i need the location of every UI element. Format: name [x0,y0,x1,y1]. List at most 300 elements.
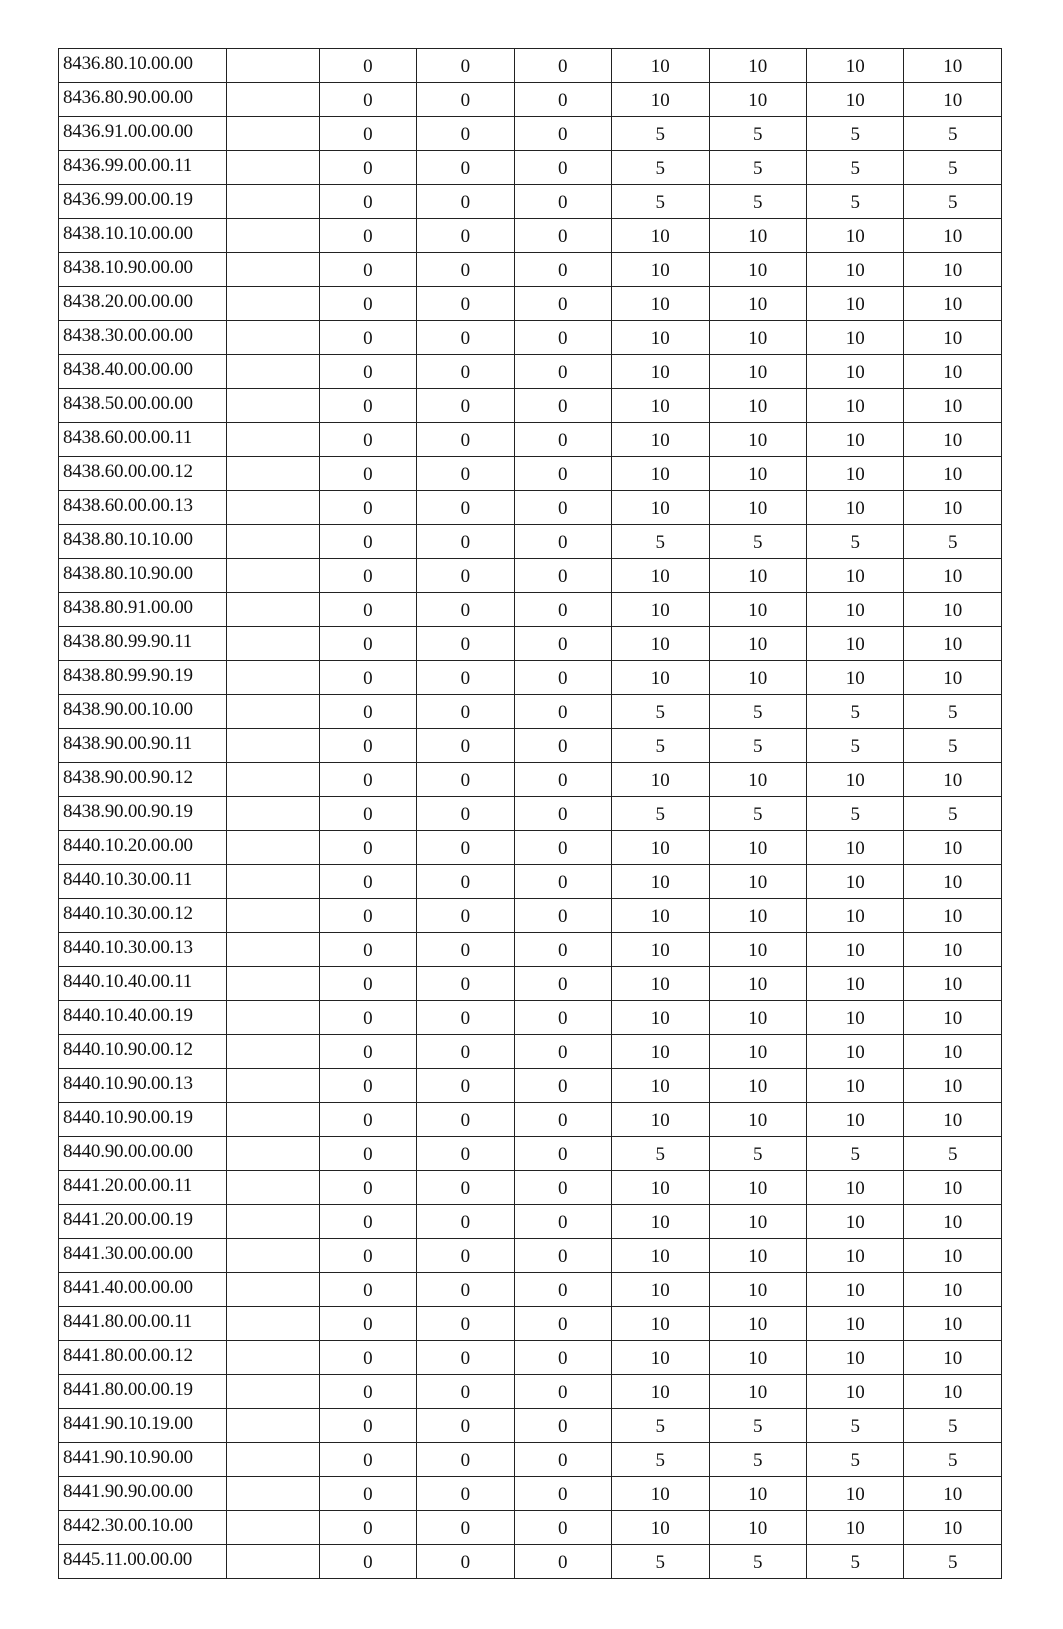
table-row [59,1205,1002,1239]
rate-cell: 10 [612,1069,709,1103]
rate-cell: 0 [514,1545,611,1579]
rate-cell: 0 [514,185,611,219]
rate-cell: 5 [612,1137,709,1171]
table-row [59,423,1002,457]
rate-cell: 10 [612,661,709,695]
tariff-code-cell: 8441.80.00.00.11 [59,1307,227,1341]
rate-cell: 0 [417,355,514,389]
rate-cell: 5 [806,1545,903,1579]
table-row [59,1307,1002,1341]
rate-cell: 0 [514,219,611,253]
empty-description-cell [227,1205,319,1239]
table-row [59,1477,1002,1511]
rate-cell: 0 [319,865,416,899]
rate-cell: 0 [514,423,611,457]
rate-cell: 10 [709,355,806,389]
rate-cell: 10 [612,1035,709,1069]
rate-cell: 10 [709,559,806,593]
rate-cell: 5 [709,729,806,763]
rate-cell: 10 [806,763,903,797]
rate-cell: 0 [417,1137,514,1171]
rate-cell: 0 [319,763,416,797]
rate-cell: 0 [319,1035,416,1069]
rate-cell: 5 [904,1443,1002,1477]
empty-description-cell [227,457,319,491]
rate-cell: 0 [514,1239,611,1273]
rate-cell: 10 [904,219,1002,253]
rate-cell: 10 [904,1375,1002,1409]
rate-cell: 0 [319,1001,416,1035]
empty-description-cell [227,1307,319,1341]
tariff-code-cell: 8441.90.10.19.00 [59,1409,227,1443]
rate-cell: 0 [319,593,416,627]
rate-cell: 0 [417,49,514,83]
tariff-code-cell: 8441.20.00.00.19 [59,1205,227,1239]
rate-cell: 0 [514,1137,611,1171]
table-row [59,219,1002,253]
rate-cell: 10 [612,1273,709,1307]
rate-cell: 5 [612,185,709,219]
rate-cell: 0 [417,559,514,593]
rate-cell: 10 [806,1341,903,1375]
rate-cell: 10 [709,1239,806,1273]
rate-cell: 0 [514,1001,611,1035]
rate-cell: 0 [319,1205,416,1239]
rate-cell: 0 [319,627,416,661]
rate-cell: 10 [806,1477,903,1511]
rate-cell: 0 [417,525,514,559]
rate-cell: 5 [709,1443,806,1477]
empty-description-cell [227,1035,319,1069]
empty-description-cell [227,661,319,695]
rate-cell: 10 [709,457,806,491]
rate-cell: 10 [806,1239,903,1273]
empty-description-cell [227,219,319,253]
empty-description-cell [227,423,319,457]
rate-cell: 10 [904,423,1002,457]
empty-description-cell [227,253,319,287]
tariff-code-cell: 8445.11.00.00.00 [59,1545,227,1579]
rate-cell: 0 [417,151,514,185]
tariff-code-cell: 8440.10.90.00.19 [59,1103,227,1137]
rate-cell: 5 [709,797,806,831]
empty-description-cell [227,967,319,1001]
rate-cell: 10 [806,831,903,865]
table-row [59,661,1002,695]
rate-cell: 5 [904,695,1002,729]
table-row [59,1273,1002,1307]
tariff-code-cell: 8436.99.00.00.19 [59,185,227,219]
rate-cell: 10 [904,1477,1002,1511]
rate-cell: 10 [709,1001,806,1035]
tariff-code-cell: 8440.10.30.00.11 [59,865,227,899]
rate-cell: 0 [319,661,416,695]
table-body [59,49,1002,1579]
rate-cell: 5 [709,525,806,559]
rate-cell: 0 [417,83,514,117]
rate-cell: 0 [417,627,514,661]
rate-cell: 10 [709,1069,806,1103]
rate-cell: 0 [319,1239,416,1273]
rate-cell: 5 [806,797,903,831]
table-row [59,355,1002,389]
rate-cell: 10 [709,423,806,457]
rate-cell: 5 [806,729,903,763]
empty-description-cell [227,185,319,219]
rate-cell: 10 [806,933,903,967]
tariff-code-cell: 8441.90.10.90.00 [59,1443,227,1477]
empty-description-cell [227,933,319,967]
rate-cell: 0 [319,219,416,253]
rate-cell: 10 [612,865,709,899]
empty-description-cell [227,831,319,865]
rate-cell: 0 [514,797,611,831]
rate-cell: 5 [806,1137,903,1171]
tariff-code-cell: 8438.80.99.90.11 [59,627,227,661]
rate-cell: 5 [904,729,1002,763]
rate-cell: 0 [417,1443,514,1477]
rate-cell: 0 [514,559,611,593]
tariff-code-cell: 8438.80.99.90.19 [59,661,227,695]
rate-cell: 0 [514,865,611,899]
rate-cell: 10 [904,491,1002,525]
tariff-code-cell: 8436.99.00.00.11 [59,151,227,185]
rate-cell: 10 [806,1511,903,1545]
empty-description-cell [227,83,319,117]
rate-cell: 10 [709,321,806,355]
rate-cell: 10 [709,389,806,423]
rate-cell: 10 [806,491,903,525]
rate-cell: 0 [417,491,514,525]
empty-description-cell [227,627,319,661]
rate-cell: 10 [806,627,903,661]
rate-cell: 5 [806,151,903,185]
rate-cell: 10 [806,559,903,593]
rate-cell: 0 [417,899,514,933]
rate-cell: 10 [709,1171,806,1205]
empty-description-cell [227,1545,319,1579]
tariff-code-cell: 8441.20.00.00.11 [59,1171,227,1205]
rate-cell: 10 [904,1001,1002,1035]
rate-cell: 0 [319,457,416,491]
document-page [58,48,1002,1579]
rate-cell: 10 [612,49,709,83]
tariff-code-cell: 8441.90.90.00.00 [59,1477,227,1511]
rate-cell: 5 [806,695,903,729]
table-row [59,1443,1002,1477]
empty-description-cell [227,355,319,389]
rate-cell: 10 [806,1375,903,1409]
table-row [59,491,1002,525]
tariff-code-cell: 8441.30.00.00.00 [59,1239,227,1273]
table-row [59,185,1002,219]
empty-description-cell [227,797,319,831]
table-row [59,695,1002,729]
rate-cell: 0 [514,831,611,865]
rate-cell: 10 [709,593,806,627]
rate-cell: 0 [319,185,416,219]
rate-cell: 0 [319,1307,416,1341]
table-row [59,117,1002,151]
rate-cell: 10 [612,423,709,457]
rate-cell: 0 [417,831,514,865]
tariff-code-cell: 8440.10.90.00.12 [59,1035,227,1069]
empty-description-cell [227,1103,319,1137]
rate-cell: 10 [904,865,1002,899]
rate-cell: 10 [612,457,709,491]
rate-cell: 10 [709,763,806,797]
rate-cell: 0 [514,1477,611,1511]
rate-cell: 0 [319,253,416,287]
rate-cell: 0 [417,1477,514,1511]
rate-cell: 10 [904,559,1002,593]
rate-cell: 5 [709,1545,806,1579]
empty-description-cell [227,1137,319,1171]
rate-cell: 10 [904,287,1002,321]
table-row [59,287,1002,321]
rate-cell: 0 [417,253,514,287]
rate-cell: 5 [806,117,903,151]
table-row [59,1239,1002,1273]
empty-description-cell [227,525,319,559]
rate-cell: 0 [319,933,416,967]
table-row [59,865,1002,899]
tariff-code-cell: 8438.90.00.90.12 [59,763,227,797]
table-row [59,1001,1002,1035]
table-row [59,1035,1002,1069]
rate-cell: 0 [417,763,514,797]
rate-cell: 0 [417,1001,514,1035]
rate-cell: 0 [514,695,611,729]
empty-description-cell [227,1409,319,1443]
rate-cell: 0 [417,797,514,831]
table-row [59,1103,1002,1137]
rate-cell: 5 [904,1409,1002,1443]
table-row [59,389,1002,423]
rate-cell: 0 [319,1069,416,1103]
rate-cell: 0 [319,1477,416,1511]
rate-cell: 0 [514,763,611,797]
tariff-code-cell: 8438.50.00.00.00 [59,389,227,423]
rate-cell: 10 [709,83,806,117]
rate-cell: 10 [904,389,1002,423]
rate-cell: 10 [806,1171,903,1205]
rate-cell: 10 [806,1273,903,1307]
rate-cell: 0 [514,253,611,287]
rate-cell: 5 [709,695,806,729]
rate-cell: 10 [709,661,806,695]
rate-cell: 5 [612,1545,709,1579]
rate-cell: 5 [709,1409,806,1443]
rate-cell: 5 [904,1137,1002,1171]
rate-cell: 10 [904,253,1002,287]
rate-cell: 5 [709,151,806,185]
tariff-code-cell: 8438.80.10.90.00 [59,559,227,593]
rate-cell: 5 [612,1409,709,1443]
rate-cell: 0 [319,355,416,389]
rate-cell: 0 [514,1103,611,1137]
rate-cell: 0 [417,1171,514,1205]
empty-description-cell [227,1477,319,1511]
tariff-code-cell: 8438.60.00.00.11 [59,423,227,457]
rate-cell: 10 [612,763,709,797]
rate-cell: 10 [806,49,903,83]
table-row [59,1171,1002,1205]
rate-cell: 0 [514,389,611,423]
empty-description-cell [227,491,319,525]
rate-cell: 0 [417,1273,514,1307]
table-row [59,1341,1002,1375]
rate-cell: 0 [319,899,416,933]
table-row [59,797,1002,831]
rate-cell: 10 [806,899,903,933]
table-row [59,1375,1002,1409]
rate-cell: 0 [417,661,514,695]
rate-cell: 0 [417,1511,514,1545]
rate-cell: 10 [612,1239,709,1273]
rate-cell: 0 [417,865,514,899]
rate-cell: 0 [319,1443,416,1477]
rate-cell: 0 [514,457,611,491]
empty-description-cell [227,865,319,899]
rate-cell: 0 [514,661,611,695]
rate-cell: 0 [417,1205,514,1239]
empty-description-cell [227,593,319,627]
rate-cell: 10 [904,1239,1002,1273]
rate-cell: 10 [709,491,806,525]
rate-cell: 10 [806,219,903,253]
rate-cell: 10 [612,627,709,661]
rate-cell: 5 [904,797,1002,831]
tariff-code-cell: 8440.10.90.00.13 [59,1069,227,1103]
rate-cell: 0 [417,1375,514,1409]
tariff-code-cell: 8442.30.00.10.00 [59,1511,227,1545]
rate-cell: 0 [417,1103,514,1137]
rate-cell: 0 [319,321,416,355]
rate-cell: 0 [319,1273,416,1307]
rate-cell: 10 [904,1035,1002,1069]
tariff-code-cell: 8440.90.00.00.00 [59,1137,227,1171]
rate-cell: 10 [612,1477,709,1511]
rate-cell: 0 [417,1035,514,1069]
table-row [59,49,1002,83]
rate-cell: 10 [904,1273,1002,1307]
rate-cell: 10 [806,389,903,423]
rate-cell: 0 [514,729,611,763]
rate-cell: 0 [514,593,611,627]
rate-cell: 10 [612,1341,709,1375]
rate-cell: 5 [806,1409,903,1443]
rate-cell: 10 [904,661,1002,695]
rate-cell: 10 [709,1375,806,1409]
rate-cell: 10 [806,661,903,695]
rate-cell: 10 [709,1273,806,1307]
rate-cell: 0 [417,729,514,763]
rate-cell: 10 [709,1205,806,1239]
empty-description-cell [227,899,319,933]
rate-cell: 5 [904,525,1002,559]
tariff-code-cell: 8438.10.90.00.00 [59,253,227,287]
tariff-code-cell: 8438.60.00.00.12 [59,457,227,491]
rate-cell: 0 [514,1273,611,1307]
rate-cell: 10 [904,593,1002,627]
rate-cell: 0 [514,1171,611,1205]
rate-cell: 0 [514,491,611,525]
rate-cell: 10 [904,1511,1002,1545]
rate-cell: 10 [709,1103,806,1137]
rate-cell: 10 [612,1171,709,1205]
rate-cell: 10 [806,593,903,627]
empty-description-cell [227,559,319,593]
table-row [59,525,1002,559]
rate-cell: 5 [709,117,806,151]
tariff-code-cell: 8438.80.10.10.00 [59,525,227,559]
empty-description-cell [227,763,319,797]
rate-cell: 0 [514,627,611,661]
rate-cell: 0 [417,1545,514,1579]
table-row [59,253,1002,287]
tariff-code-cell: 8438.90.00.10.00 [59,695,227,729]
tariff-code-cell: 8436.91.00.00.00 [59,117,227,151]
tariff-code-cell: 8440.10.40.00.19 [59,1001,227,1035]
rate-cell: 10 [709,1477,806,1511]
empty-description-cell [227,287,319,321]
rate-cell: 0 [417,695,514,729]
empty-description-cell [227,117,319,151]
rate-cell: 10 [904,933,1002,967]
rate-cell: 10 [709,933,806,967]
tariff-code-cell: 8438.80.91.00.00 [59,593,227,627]
rate-cell: 0 [319,1171,416,1205]
empty-description-cell [227,49,319,83]
rate-cell: 10 [709,1511,806,1545]
empty-description-cell [227,1443,319,1477]
tariff-code-cell: 8438.60.00.00.13 [59,491,227,525]
rate-cell: 10 [806,1103,903,1137]
rate-cell: 5 [904,151,1002,185]
rate-cell: 10 [904,831,1002,865]
rate-cell: 0 [319,389,416,423]
rate-cell: 0 [319,559,416,593]
rate-cell: 5 [709,185,806,219]
empty-description-cell [227,1273,319,1307]
rate-cell: 10 [612,1375,709,1409]
empty-description-cell [227,1341,319,1375]
tariff-code-cell: 8441.80.00.00.12 [59,1341,227,1375]
empty-description-cell [227,1239,319,1273]
rate-cell: 10 [904,967,1002,1001]
tariff-code-cell: 8436.80.90.00.00 [59,83,227,117]
rate-cell: 0 [514,117,611,151]
rate-cell: 5 [612,797,709,831]
rate-cell: 0 [417,1341,514,1375]
rate-cell: 0 [319,1375,416,1409]
empty-description-cell [227,729,319,763]
tariff-table [58,48,1002,1579]
rate-cell: 10 [709,253,806,287]
rate-cell: 0 [417,389,514,423]
empty-description-cell [227,695,319,729]
rate-cell: 0 [319,967,416,1001]
tariff-code-cell: 8438.90.00.90.11 [59,729,227,763]
rate-cell: 5 [612,117,709,151]
rate-cell: 10 [806,355,903,389]
table-row [59,321,1002,355]
rate-cell: 0 [319,49,416,83]
rate-cell: 0 [514,321,611,355]
rate-cell: 0 [417,219,514,253]
rate-cell: 10 [904,321,1002,355]
